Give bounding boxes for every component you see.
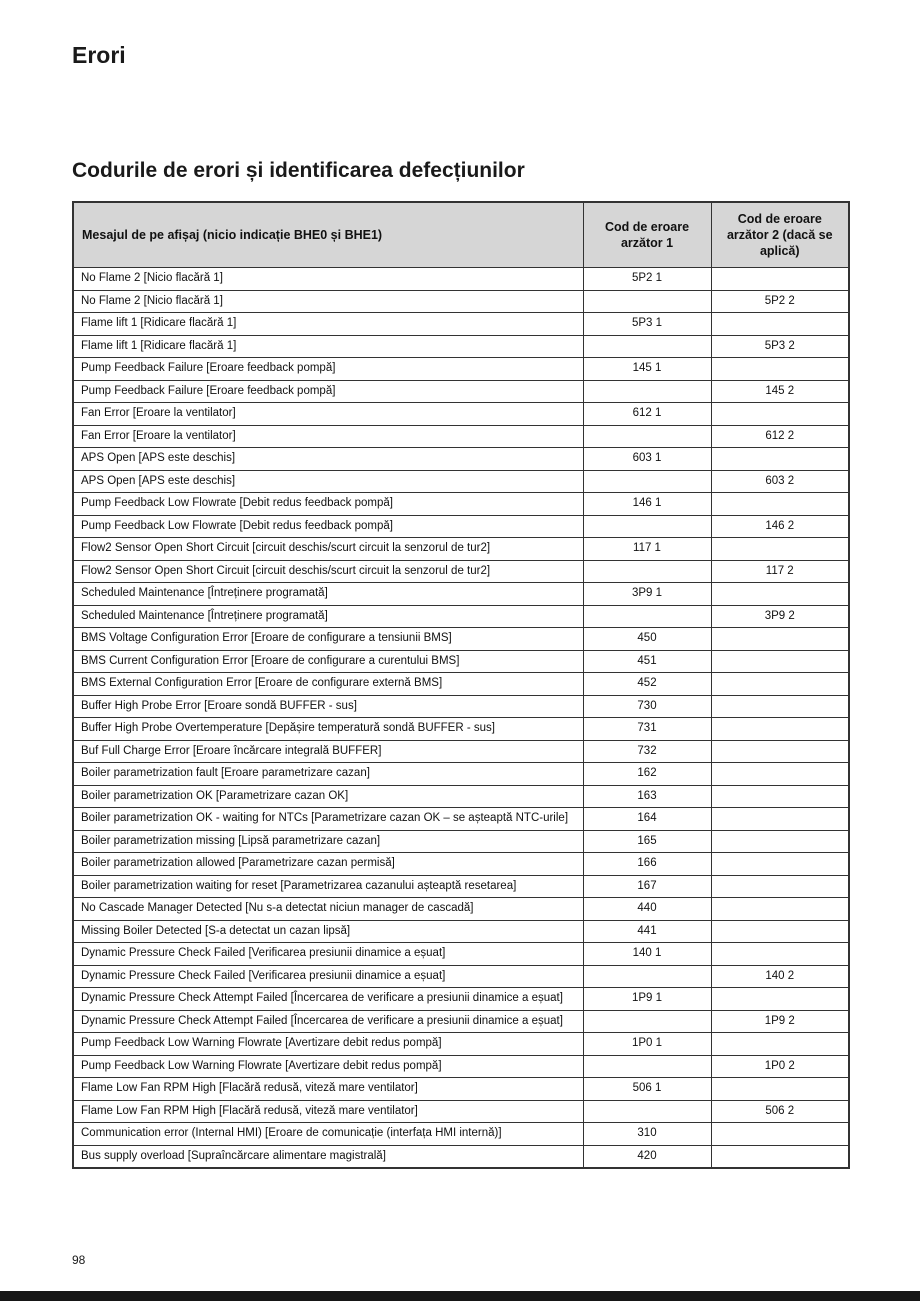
cell-message: No Flame 2 [Nicio flacără 1] (73, 290, 583, 313)
table-row (73, 785, 849, 808)
cell-code1 (583, 290, 711, 313)
cell-message: Buf Full Charge Error [Eroare încărcare integrală BUFFER] (73, 740, 583, 763)
cell-message: Dynamic Pressure Check Attempt Failed [Încercarea de verificare a presiunii dinamice a eșuat] (73, 1010, 583, 1033)
cell-message: Boiler parametrization allowed [Parametrizare cazan permisă] (73, 853, 583, 876)
cell-message: Fan Error [Eroare la ventilator] (73, 403, 583, 426)
cell-code1: 165 (583, 830, 711, 853)
cell-message: Flame lift 1 [Ridicare flacără 1] (73, 335, 583, 358)
cell-code2: 506 2 (711, 1100, 849, 1123)
table-row (73, 695, 849, 718)
cell-code1: 166 (583, 853, 711, 876)
cell-code1: 162 (583, 763, 711, 786)
cell-code1: 731 (583, 718, 711, 741)
table-header-row (73, 202, 849, 268)
cell-message: APS Open [APS este deschis] (73, 470, 583, 493)
cell-code2 (711, 785, 849, 808)
table-row (73, 673, 849, 696)
cell-code2 (711, 493, 849, 516)
cell-code2 (711, 695, 849, 718)
header-code-burner-2: Cod de eroare arzător 2 (dacă se aplică) (711, 202, 849, 268)
cell-code2 (711, 358, 849, 381)
cell-code2: 603 2 (711, 470, 849, 493)
cell-code1 (583, 1100, 711, 1123)
cell-message: Pump Feedback Low Flowrate [Debit redus feedback pompă] (73, 515, 583, 538)
cell-message: Pump Feedback Failure [Eroare feedback pompă] (73, 358, 583, 381)
table-row (73, 965, 849, 988)
cell-code1 (583, 560, 711, 583)
cell-message: Boiler parametrization missing [Lipsă parametrizare cazan] (73, 830, 583, 853)
cell-code1: 163 (583, 785, 711, 808)
table-body (73, 268, 849, 1169)
cell-code2 (711, 718, 849, 741)
cell-code1: 612 1 (583, 403, 711, 426)
cell-code1: 164 (583, 808, 711, 831)
cell-code2 (711, 920, 849, 943)
cell-message: Dynamic Pressure Check Failed [Verificarea presiunii dinamice a eșuat] (73, 965, 583, 988)
cell-code1: 5P2 1 (583, 268, 711, 291)
table-row (73, 425, 849, 448)
cell-code1 (583, 380, 711, 403)
table-row (73, 448, 849, 471)
cell-code1: 603 1 (583, 448, 711, 471)
cell-code1 (583, 515, 711, 538)
cell-code2 (711, 268, 849, 291)
cell-code1: 1P9 1 (583, 988, 711, 1011)
cell-code1: 167 (583, 875, 711, 898)
cell-message: APS Open [APS este deschis] (73, 448, 583, 471)
cell-message: BMS Voltage Configuration Error [Eroare de configurare a tensiunii BMS] (73, 628, 583, 651)
cell-message: No Cascade Manager Detected [Nu s-a detectat niciun manager de cascadă] (73, 898, 583, 921)
cell-code1: 452 (583, 673, 711, 696)
cell-message: Fan Error [Eroare la ventilator] (73, 425, 583, 448)
cell-code2 (711, 898, 849, 921)
cell-code1 (583, 965, 711, 988)
cell-code1: 441 (583, 920, 711, 943)
cell-code1: 146 1 (583, 493, 711, 516)
table-row (73, 358, 849, 381)
cell-code1: 310 (583, 1123, 711, 1146)
cell-code2: 5P2 2 (711, 290, 849, 313)
cell-code1: 732 (583, 740, 711, 763)
table-row (73, 268, 849, 291)
table-row (73, 898, 849, 921)
table-head (73, 202, 849, 268)
cell-message: Flame lift 1 [Ridicare flacără 1] (73, 313, 583, 336)
cell-code1 (583, 1055, 711, 1078)
cell-code2: 612 2 (711, 425, 849, 448)
table-row (73, 1100, 849, 1123)
cell-message: Pump Feedback Low Flowrate [Debit redus feedback pompă] (73, 493, 583, 516)
error-code-table (72, 201, 850, 1169)
cell-code2 (711, 830, 849, 853)
cell-message: BMS External Configuration Error [Eroare de configurare externă BMS] (73, 673, 583, 696)
cell-message: Bus supply overload [Supraîncărcare alimentare magistrală] (73, 1145, 583, 1168)
table-row (73, 988, 849, 1011)
cell-code1: 5P3 1 (583, 313, 711, 336)
table-row (73, 493, 849, 516)
cell-code1: 450 (583, 628, 711, 651)
cell-code1: 730 (583, 695, 711, 718)
table-row (73, 605, 849, 628)
cell-message: Buffer High Probe Overtemperature [Depășire temperatură sondă BUFFER - sus] (73, 718, 583, 741)
cell-code2 (711, 1145, 849, 1168)
cell-code2 (711, 628, 849, 651)
cell-code1 (583, 1010, 711, 1033)
table-row (73, 403, 849, 426)
cell-code2 (711, 808, 849, 831)
cell-code2 (711, 988, 849, 1011)
cell-code2 (711, 673, 849, 696)
cell-message: Flow2 Sensor Open Short Circuit [circuit deschis/scurt circuit la senzorul de tur2] (73, 538, 583, 561)
cell-code2 (711, 448, 849, 471)
cell-code1: 3P9 1 (583, 583, 711, 606)
cell-code2 (711, 403, 849, 426)
table-row (73, 1123, 849, 1146)
cell-message: BMS Current Configuration Error [Eroare de configurare a curentului BMS] (73, 650, 583, 673)
cell-code2 (711, 650, 849, 673)
cell-message: Boiler parametrization waiting for reset [Parametrizarea cazanului așteaptă resetarea] (73, 875, 583, 898)
cell-code2: 146 2 (711, 515, 849, 538)
table-row (73, 1033, 849, 1056)
cell-code1: 506 1 (583, 1078, 711, 1101)
cell-message: Dynamic Pressure Check Attempt Failed [Încercarea de verificare a presiunii dinamice a eșuat] (73, 988, 583, 1011)
cell-code1 (583, 470, 711, 493)
table-row (73, 853, 849, 876)
table-row (73, 763, 849, 786)
table-row (73, 538, 849, 561)
cell-code1: 145 1 (583, 358, 711, 381)
cell-message: Missing Boiler Detected [S-a detectat un cazan lipsă] (73, 920, 583, 943)
table-row (73, 1010, 849, 1033)
cell-code1 (583, 425, 711, 448)
cell-code1 (583, 335, 711, 358)
cell-code1: 440 (583, 898, 711, 921)
page-number: 98 (72, 1253, 86, 1267)
table-row (73, 1055, 849, 1078)
table-row (73, 335, 849, 358)
cell-code2: 140 2 (711, 965, 849, 988)
table-row (73, 1078, 849, 1101)
cell-code2: 1P9 2 (711, 1010, 849, 1033)
table-row (73, 628, 849, 651)
cell-message: Boiler parametrization OK - waiting for NTCs [Parametrizare cazan OK – se așteaptă NTC-urile] (73, 808, 583, 831)
cell-code1: 117 1 (583, 538, 711, 561)
cell-code2 (711, 853, 849, 876)
cell-code1: 420 (583, 1145, 711, 1168)
cell-code2: 145 2 (711, 380, 849, 403)
cell-code2: 5P3 2 (711, 335, 849, 358)
table-row (73, 943, 849, 966)
cell-code1: 451 (583, 650, 711, 673)
table-row (73, 380, 849, 403)
table-row (73, 875, 849, 898)
cell-code2 (711, 875, 849, 898)
cell-code2 (711, 763, 849, 786)
section-heading: Codurile de erori și identificarea defecțiunilor (72, 159, 525, 182)
table-row (73, 740, 849, 763)
cell-code2: 1P0 2 (711, 1055, 849, 1078)
cell-code2 (711, 1123, 849, 1146)
cell-message: No Flame 2 [Nicio flacără 1] (73, 268, 583, 291)
page-title: Erori (72, 42, 126, 68)
cell-message: Pump Feedback Failure [Eroare feedback pompă] (73, 380, 583, 403)
table-row (73, 830, 849, 853)
cell-code2 (711, 943, 849, 966)
cell-code1 (583, 605, 711, 628)
header-code-burner-1: Cod de eroare arzător 1 (583, 202, 711, 268)
table-row (73, 650, 849, 673)
table-row (73, 515, 849, 538)
table-row (73, 290, 849, 313)
cell-code2 (711, 538, 849, 561)
cell-message: Buffer High Probe Error [Eroare sondă BUFFER - sus] (73, 695, 583, 718)
cell-code2 (711, 740, 849, 763)
cell-code2 (711, 583, 849, 606)
cell-message: Communication error (Internal HMI) [Eroare de comunicație (interfața HMI internă)] (73, 1123, 583, 1146)
table-row (73, 920, 849, 943)
table-row (73, 313, 849, 336)
cell-message: Flame Low Fan RPM High [Flacără redusă, viteză mare ventilator] (73, 1078, 583, 1101)
table-row (73, 718, 849, 741)
cell-code1: 140 1 (583, 943, 711, 966)
cell-message: Scheduled Maintenance [Întreținere programată] (73, 583, 583, 606)
cell-message: Scheduled Maintenance [Întreținere programată] (73, 605, 583, 628)
cell-message: Flow2 Sensor Open Short Circuit [circuit deschis/scurt circuit la senzorul de tur2] (73, 560, 583, 583)
cell-code2 (711, 313, 849, 336)
cell-code2: 117 2 (711, 560, 849, 583)
cell-code2 (711, 1078, 849, 1101)
table-row (73, 808, 849, 831)
cell-message: Pump Feedback Low Warning Flowrate [Avertizare debit redus pompă] (73, 1055, 583, 1078)
table-row (73, 1145, 849, 1168)
cell-code2 (711, 1033, 849, 1056)
header-message: Mesajul de pe afișaj (nicio indicație BHE0 și BHE1) (73, 202, 583, 268)
page-bottom-edge (0, 1291, 920, 1301)
table-row (73, 560, 849, 583)
cell-code1: 1P0 1 (583, 1033, 711, 1056)
cell-message: Dynamic Pressure Check Failed [Verificarea presiunii dinamice a eșuat] (73, 943, 583, 966)
table-row (73, 583, 849, 606)
cell-message: Flame Low Fan RPM High [Flacără redusă, viteză mare ventilator] (73, 1100, 583, 1123)
cell-message: Pump Feedback Low Warning Flowrate [Avertizare debit redus pompă] (73, 1033, 583, 1056)
cell-message: Boiler parametrization fault [Eroare parametrizare cazan] (73, 763, 583, 786)
table-row (73, 470, 849, 493)
cell-message: Boiler parametrization OK [Parametrizare cazan OK] (73, 785, 583, 808)
cell-code2: 3P9 2 (711, 605, 849, 628)
